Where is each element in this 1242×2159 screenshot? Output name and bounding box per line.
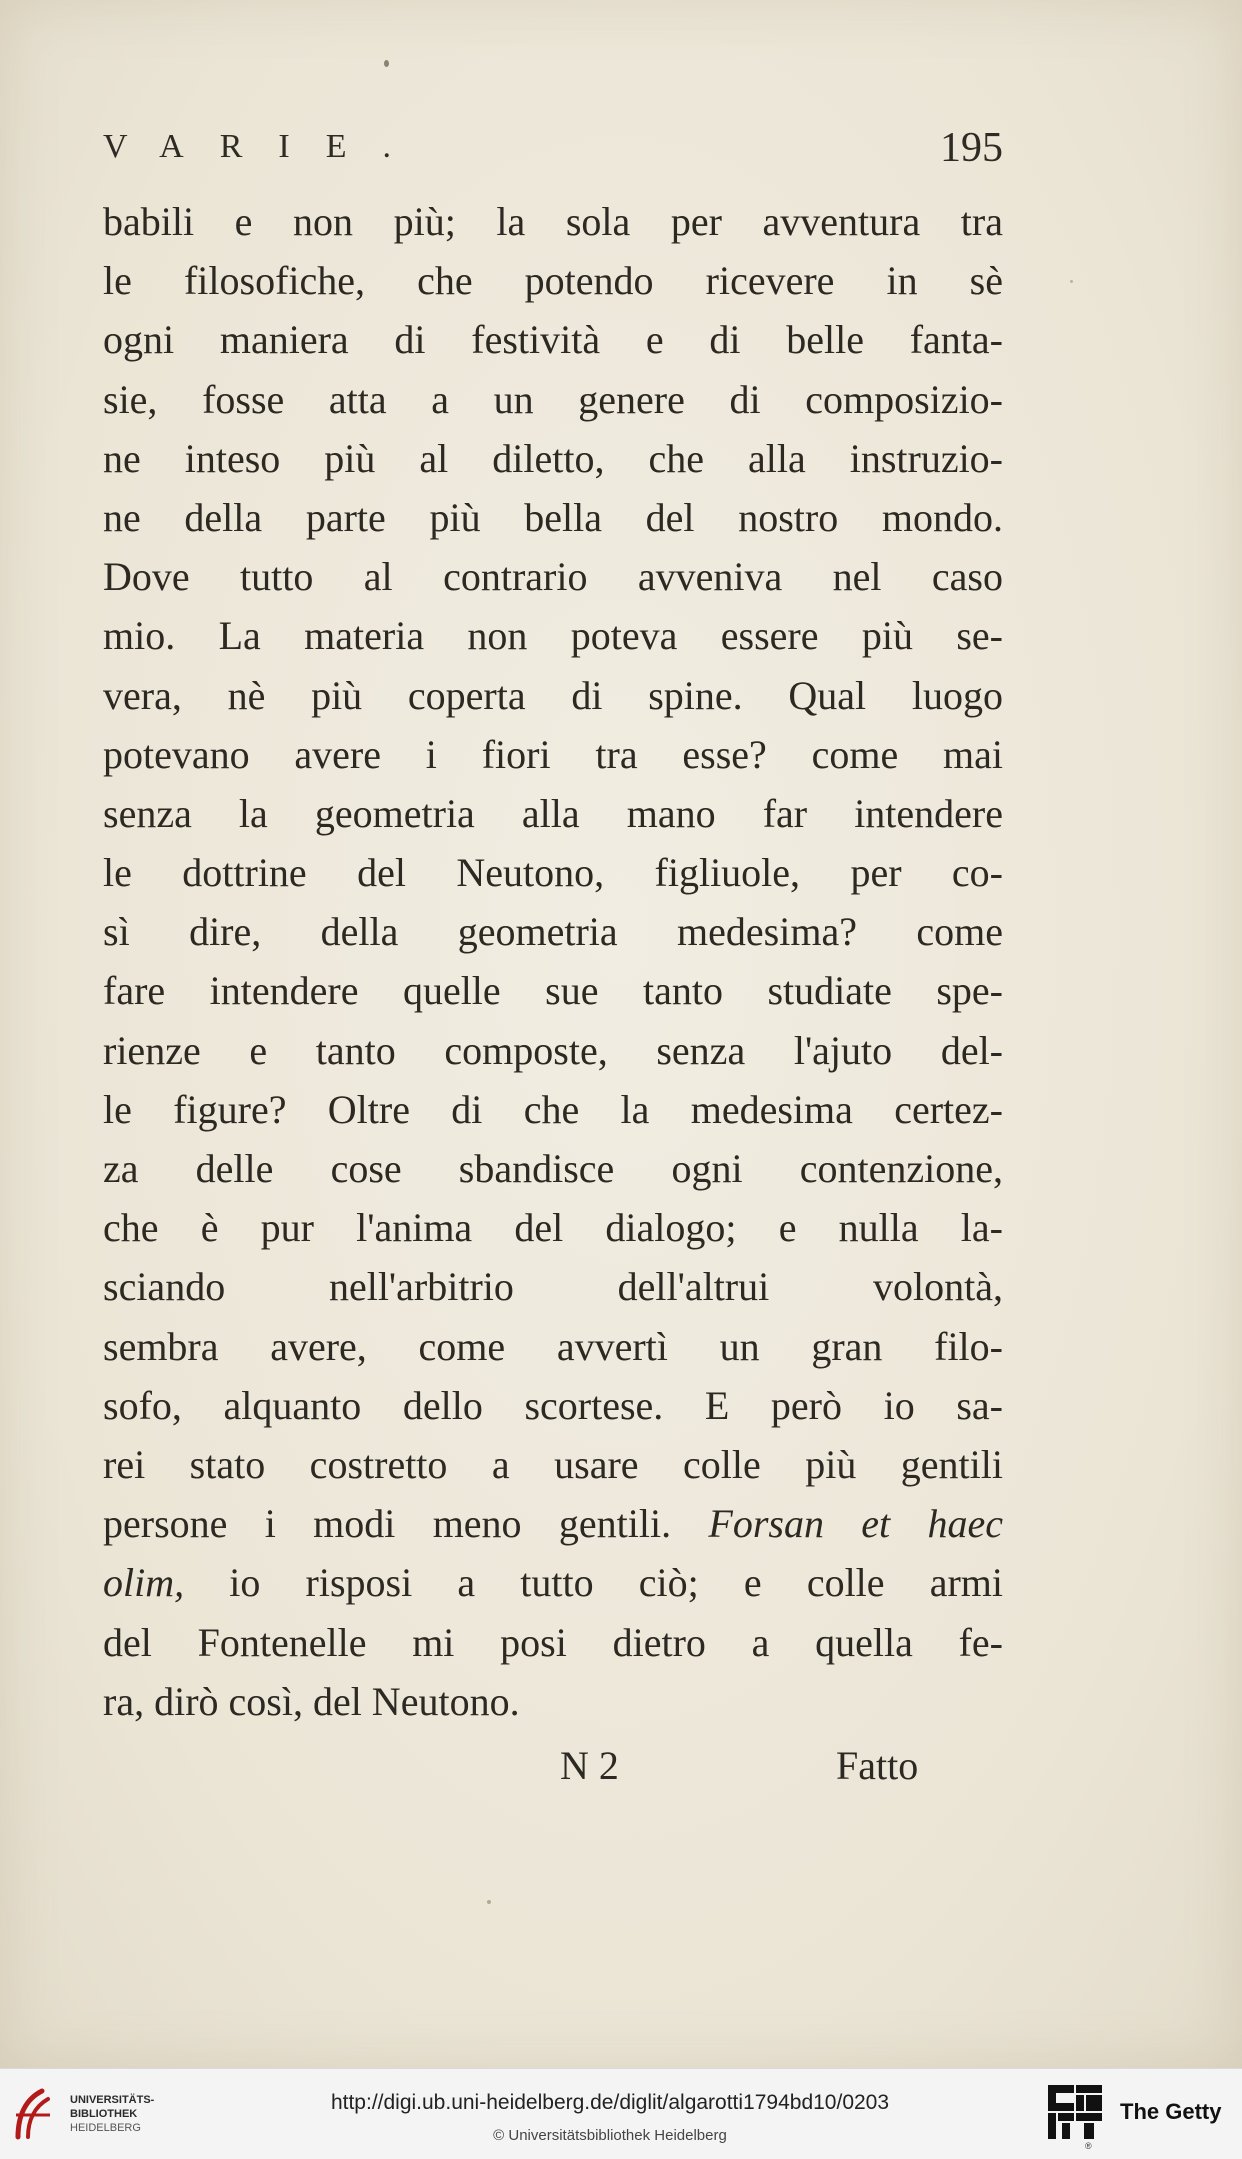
text-line: le filosofiche, che potendo ricevere in sè	[103, 258, 1003, 304]
text-line: babili e non più; la sola per avventura tra	[103, 199, 1003, 244]
text-line: rei stato costretto a usare colle più gentili	[103, 1441, 1003, 1487]
text-line: che è pur l'anima del dialogo; e nulla la-	[103, 1205, 1003, 1251]
text-segment: persone i modi meno gentili.	[103, 1501, 672, 1547]
catchword: Fatto	[836, 1743, 919, 1788]
signature-mark: N 2	[560, 1743, 619, 1788]
text-line: potevano avere i fiori tra esse? come mai	[103, 731, 1003, 777]
page-footer-line	[0, 1742, 1242, 1802]
italic-quote: olim,	[103, 1560, 185, 1606]
body-text	[103, 192, 1003, 1731]
paper-speck	[487, 1900, 491, 1904]
text-line: del Fontenelle mi posi dietro a quella fe-	[103, 1619, 1003, 1665]
text-line-with-italic	[103, 1553, 1003, 1612]
text-line: sembra avere, come avvertì un gran filo-	[103, 1323, 1003, 1369]
library-name	[70, 2093, 154, 2135]
text-line: ne della parte più bella del nostro mondo.	[103, 494, 1003, 540]
page-number: 195	[940, 125, 1003, 171]
permalink-url[interactable]: http://digi.ub.uni-heidelberg.de/diglit/algarotti1794bd10/0203	[330, 2091, 890, 2114]
text-line: sie, fosse atta a un genere di composizio-	[103, 376, 1003, 422]
library-name-line: HEIDELBERG	[70, 2122, 141, 2134]
getty-name: The Getty	[1120, 2099, 1222, 2124]
text-line: le figure? Oltre di che la medesima certez-	[103, 1086, 1003, 1132]
text-line: za delle cose sbandisce ogni contenzione,	[103, 1146, 1003, 1191]
text-line: vera, nè più coperta di spine. Qual luogo	[103, 672, 1003, 718]
text-line: ra, dirò così, del Neutono.	[103, 1678, 520, 1724]
stylized-ub-logo-icon	[12, 2085, 56, 2141]
italic-quote: Forsan et haec	[708, 1501, 1004, 1547]
running-title: VARIE.	[103, 128, 427, 165]
getty-logo-icon[interactable]	[1046, 2083, 1104, 2141]
text-line: ogni maniera di festività e di belle fanta-	[103, 317, 1003, 363]
copyright-notice: © Universitätsbibliothek Heidelberg	[493, 2127, 727, 2144]
page-header	[103, 125, 1003, 188]
library-logo[interactable]	[12, 2085, 232, 2145]
library-name-line: UNIVERSITÄTS-	[70, 2094, 155, 2106]
text-line: mio. La materia non poteva essere più se-	[103, 613, 1003, 659]
text-line: Dove tutto al contrario avveniva nel caso	[103, 554, 1003, 600]
text-segment: io risposi a tutto ciò; e colle armi	[229, 1560, 1004, 1606]
text-line: sofo, alquanto dello scortese. E però io sa-	[103, 1382, 1003, 1428]
text-line: le dottrine del Neutono, figliuole, per co-	[103, 850, 1003, 896]
paper-speck	[1070, 280, 1073, 283]
viewer-footer-bar	[0, 2068, 1242, 2159]
registered-mark: ®	[1085, 2141, 1092, 2151]
paper-speck	[384, 60, 389, 67]
text-line: senza la geometria alla mano far intendere	[103, 790, 1003, 836]
text-line: fare intendere quelle sue tanto studiate spe-	[103, 968, 1003, 1014]
text-line: sì dire, della geometria medesima? come	[103, 909, 1003, 955]
text-line: sciando nell'arbitrio dell'altrui volontà,	[103, 1264, 1003, 1310]
text-line-with-italic	[103, 1494, 1003, 1553]
text-line: ne inteso più al diletto, che alla instruzio-	[103, 435, 1003, 481]
library-name-line: BIBLIOTHEK	[70, 2108, 138, 2120]
text-line: rienze e tanto composte, senza l'ajuto del-	[103, 1027, 1003, 1073]
